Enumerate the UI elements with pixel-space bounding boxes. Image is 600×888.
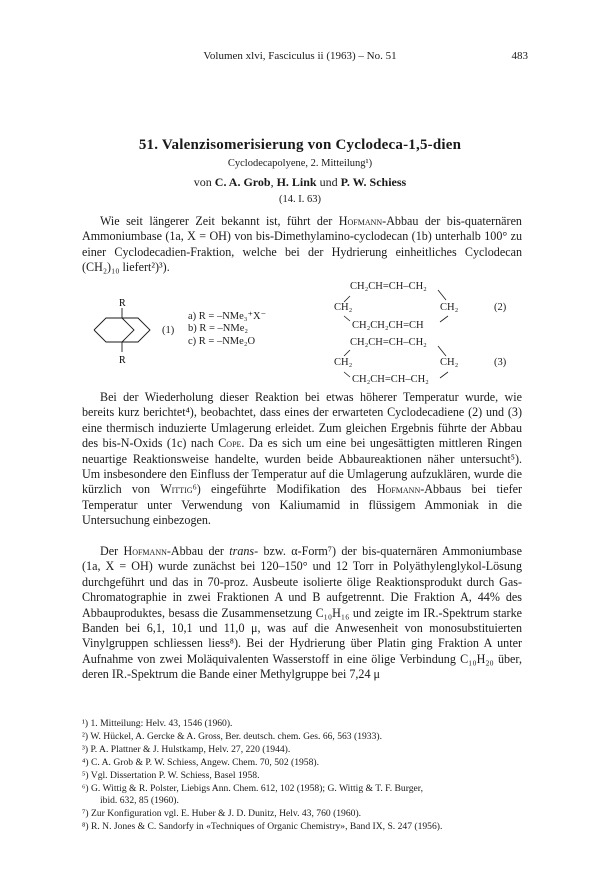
compound-number-3: (3) xyxy=(494,357,507,368)
footnotes xyxy=(82,718,532,834)
author-schiess: P. W. Schiess xyxy=(340,175,407,189)
running-header xyxy=(0,50,600,66)
footnote: ²) W. Hückel, A. Gercke & A. Gross, Ber. deutsch. chem. Ges. 66, 563 (1933). xyxy=(82,730,382,742)
cyclodecane-ring-structure xyxy=(90,296,170,366)
paragraph-intro: Wie seit längerer Zeit bekannt ist, führt der Hofmann-Abbau der bis-quaternären Ammoniumbase (1a, X = OH) von bis-Dimethylamino-cyclodecan (1b) unterhalb 100° zu einer Cyclodecadien-Fraktion, welche bei der Hydrierung einheitliches Cyclodecan (CH₂)₁₀ liefert²)³). xyxy=(82,214,522,275)
structure-3-right: CH₂ xyxy=(440,357,459,368)
substituent-b: b) R = –NMe₂ xyxy=(188,323,249,334)
structure-3-left: CH₂ xyxy=(334,357,353,368)
substituent-a: a) R = –NMe₃⁺X⁻ xyxy=(188,311,267,322)
author-separator: , xyxy=(270,175,277,189)
paragraph-degradation: Der Hofmann-Abbau der trans- bzw. α-Form⁷) der bis-quaternären Ammoniumbase (1a, X = OH) wurde zunächst bei 120–150° und 12 Torr in Polyäthylenglykol-Lösung durchgeführt und das in 70-proz. Ausbeute isolierte ölige Reaktionsprodukt durch Gas-Chromatographie in zwei Fraktionen A und B aufgetrennt. Die Fraktion A, 44% des Abbauproduktes, besass die Zusammensetzung C₁₀H₁₆ und zeigte im IR.-Spektrum starke Banden bei 6,1, 10,1 und 11,0 μ, was auf die Anwesenheit von monosubstituierten Vinylgruppen schliessen liess⁸). Bei der Hydrierung über Platin ging Fraktion A unter Aufnahme von zwei Moläquivalenten Wasserstoff in eine ölige Verbindung C₁₀H₂₀ über, deren IR.-Spektrum die Bande einer Methylgruppe bei 7,24 μ xyxy=(82,544,522,682)
received-date: (14. I. 63) xyxy=(279,194,321,205)
author-separator: und xyxy=(316,175,341,189)
running-title: Volumen xlvi, Fasciculus ii (1963) – No. 51 xyxy=(203,50,397,62)
footnote: ⁶) G. Wittig & R. Polster, Liebigs Ann. Chem. 612, 102 (1958); G. Wittig & T. F. Burger, xyxy=(82,782,424,794)
structure-3-top: CH₂CH=CH–CH₂ xyxy=(350,337,427,348)
article-title: 51. Valenzisomerisierung von Cyclodeca-1,5-dien xyxy=(138,137,462,153)
structure-2-top: CH₂CH=CH–CH₂ xyxy=(350,281,427,292)
ring-label-top: R xyxy=(119,298,126,309)
footnote: ⁴) C. A. Grob & P. W. Schiess, Angew. Chem. 70, 502 (1958). xyxy=(82,756,319,768)
footnote: ³) P. A. Plattner & J. Hulstkamp, Helv. 27, 220 (1944). xyxy=(82,743,291,755)
compound-number-1: (1) xyxy=(162,325,175,336)
authors-prefix: von xyxy=(193,175,212,189)
structure-3-bottom: CH₂CH=CH–CH₂ xyxy=(352,374,429,385)
structure-2-bottom: CH₂CH₂CH=CH xyxy=(352,320,424,331)
footnote: ⁵) Vgl. Dissertation P. W. Schiess, Basel 1958. xyxy=(82,769,260,781)
compound-number-2: (2) xyxy=(494,302,507,313)
author-link: H. Link xyxy=(276,175,317,189)
footnote: ⁷) Zur Konfiguration vgl. E. Huber & J. D. Dunitz, Helv. 43, 760 (1960). xyxy=(82,808,362,820)
paragraph-repetition: Bei der Wiederholung dieser Reaktion bei etwas höherer Temperatur wurde, wie bereits kurz berichtet⁴), beobachtet, dass eines der erwarteten Cyclodecadiene (2) und (3) eine thermisch induzierte Umlagerung erleidet. Zum gleichen Ergebnis führte der Abbau des bis-N-Oxids (1c) nach Cope. Da es sich um eine bei ungesättigten mittleren Ringen neuartige Reaktionsweise handelte, wurden beide Abbaureaktionen näher untersucht⁵). Um insbesondere den Einfluss der Temperatur auf die Umlagerung aufzuklären, wurde die kürzlich von Wittig⁶) eingeführte Modifikation des Hofmann-Abbaus bei tiefer Temperatur unter Verwendung von Kaliumamid in flüssigem Ammoniak in die Untersuchung einbezogen. xyxy=(82,390,523,528)
footnote-continuation: ibid. 632, 85 (1960). xyxy=(100,795,179,807)
structure-2-right: CH₂ xyxy=(440,302,459,313)
ring-label-bottom: R xyxy=(119,355,126,366)
substituent-c: c) R = –NMe₂O xyxy=(188,336,256,347)
article-subtitle: Cyclodecapolyene, 2. Mitteilung¹) xyxy=(227,158,373,169)
author-grob: C. A. Grob xyxy=(214,175,271,189)
footnote: ⁸) R. N. Jones & C. Sandorfy in «Techniques of Organic Chemistry», Band IX, S. 247 (1956). xyxy=(82,821,443,833)
footnote: ¹) 1. Mitteilung: Helv. 43, 1546 (1960). xyxy=(82,718,233,729)
structure-2-left: CH₂ xyxy=(334,302,353,313)
page-number: 483 xyxy=(511,50,528,62)
author-line xyxy=(0,175,600,190)
